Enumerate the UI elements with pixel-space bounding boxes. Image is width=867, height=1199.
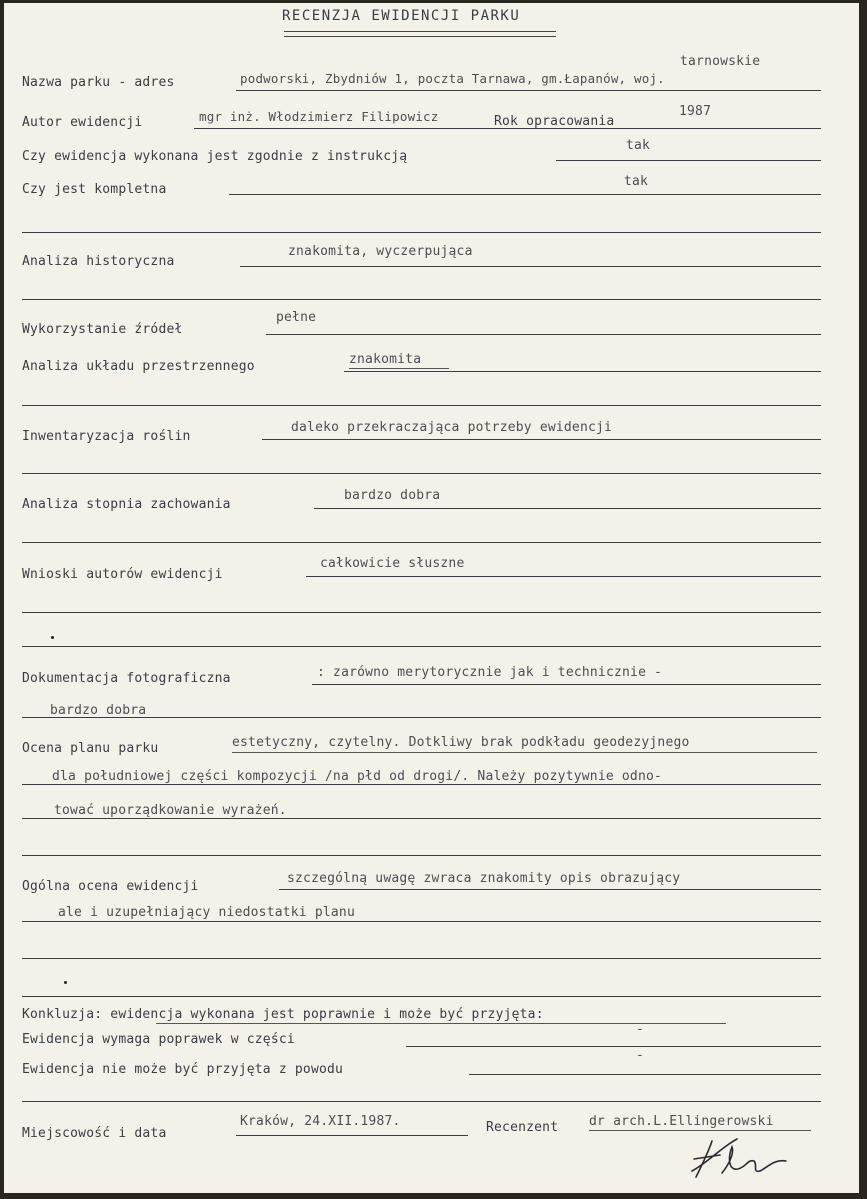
name-line	[236, 90, 821, 91]
reviewer-value: dr arch.L.Ellingerowski	[589, 1114, 774, 1129]
corrections-label: Ewidencja wymaga poprawek w części	[22, 1032, 295, 1047]
blank-line-9	[22, 958, 821, 959]
sources-line	[266, 334, 821, 335]
review-sheet	[4, 3, 859, 1193]
name-value-above: tarnowskie	[680, 54, 761, 69]
plants-label: Inwentaryzacja roślin	[22, 429, 191, 444]
plan-label: Ocena planu parku	[22, 741, 159, 756]
name-value: podworski, Zbydniów 1, poczta Tarnawa, gm.Łapanów, woj.	[240, 71, 665, 86]
author-value: mgr inż. Włodzimierz Filipowicz	[199, 109, 439, 124]
blank-line-2	[22, 299, 821, 300]
overall-value-2: ale i uzupełniający niedostatki planu	[58, 905, 355, 920]
place-line	[236, 1135, 468, 1136]
author-label: Autor ewidencji	[22, 115, 143, 130]
photo-line-2	[22, 717, 821, 718]
sources-label: Wykorzystanie źródeł	[22, 322, 183, 337]
reject-value: -	[636, 1048, 645, 1063]
reject-line	[469, 1074, 821, 1075]
instruction-label: Czy ewidencja wykonana jest zgodnie z instrukcją	[22, 149, 408, 164]
spatial-value: znakomita	[349, 352, 422, 367]
historical-line	[240, 266, 821, 267]
photo-value-2: bardzo dobra	[50, 703, 147, 718]
blank-line-6	[22, 612, 821, 613]
instruction-line	[556, 160, 821, 161]
blank-line-11	[22, 1101, 821, 1102]
blank-line-7	[22, 646, 821, 647]
state-line	[314, 508, 821, 509]
blank-line-10	[22, 996, 821, 997]
overall-label: Ogólna ocena ewidencji	[22, 879, 199, 894]
hole-punch-mark	[51, 636, 54, 639]
spatial-line	[344, 371, 821, 372]
year-value: 1987	[679, 104, 712, 119]
corrections-line	[406, 1046, 821, 1047]
blank-line-5	[22, 542, 821, 543]
reject-label: Ewidencja nie może być przyjęta z powodu	[22, 1062, 344, 1077]
reviewer-label: Recenzent	[486, 1120, 559, 1135]
plan-value-underline	[232, 752, 817, 753]
name-label: Nazwa parku - adres	[22, 75, 175, 90]
author-line	[194, 128, 821, 129]
signature	[682, 1133, 802, 1183]
plan-value-1: estetyczny, czytelny. Dotkliwy brak podkładu geodezyjnego	[232, 735, 690, 750]
place-value: Kraków, 24.XII.1987.	[240, 1114, 401, 1129]
spatial-label: Analiza układu przestrzennego	[22, 359, 255, 374]
conclusions-value: całkowicie słuszne	[320, 556, 465, 571]
plan-line-3	[22, 818, 821, 819]
overall-value-1: szczególną uwagę zwraca znakomity opis obrazujący	[287, 871, 681, 886]
photo-line	[312, 684, 821, 685]
instruction-value: tak	[626, 138, 651, 153]
complete-label: Czy jest kompletna	[22, 182, 167, 197]
blank-line-1	[22, 232, 821, 233]
plan-value-3: tować uporządkowanie wyrażeń.	[54, 803, 287, 818]
blank-line-8	[22, 855, 821, 856]
plants-value: daleko przekraczająca potrzeby ewidencji	[291, 420, 613, 435]
plan-line-2	[22, 784, 821, 785]
spatial-value-underline	[349, 368, 449, 369]
historical-value: znakomita, wyczerpująca	[288, 244, 473, 259]
conclusions-line	[306, 576, 821, 577]
photo-value-1: : zarówno merytorycznie jak i technicznie -	[317, 665, 663, 680]
sources-value: pełne	[276, 310, 317, 325]
blank-line-3	[22, 405, 821, 406]
conclusions-label: Wnioski autorów ewidencji	[22, 567, 223, 582]
place-label: Miejscowość i data	[22, 1126, 167, 1141]
corrections-value: -	[636, 1022, 645, 1037]
conclusion-statement: Konkluzja: ewidencja wykonana jest poprawnie i może być przyjęta:	[22, 1007, 544, 1022]
historical-label: Analiza historyczna	[22, 254, 175, 269]
overall-line	[279, 889, 821, 890]
state-value: bardzo dobra	[344, 488, 441, 503]
year-label: Rok opracowania	[494, 114, 615, 129]
document-title: RECENZJA EWIDENCJI PARKU	[282, 8, 521, 24]
complete-line	[229, 194, 821, 195]
overall-line-2	[22, 921, 821, 922]
reviewer-underline	[589, 1130, 811, 1131]
plants-line	[262, 439, 821, 440]
blank-line-4	[22, 473, 821, 474]
title-underline	[284, 31, 556, 37]
ink-dot	[64, 981, 67, 984]
photo-label: Dokumentacja fotograficzna	[22, 671, 231, 686]
plan-value-2: dla południowej części kompozycji /na płd od drogi/. Należy pozytywnie odno-	[52, 769, 663, 784]
complete-value: tak	[624, 174, 649, 189]
state-label: Analiza stopnia zachowania	[22, 497, 231, 512]
